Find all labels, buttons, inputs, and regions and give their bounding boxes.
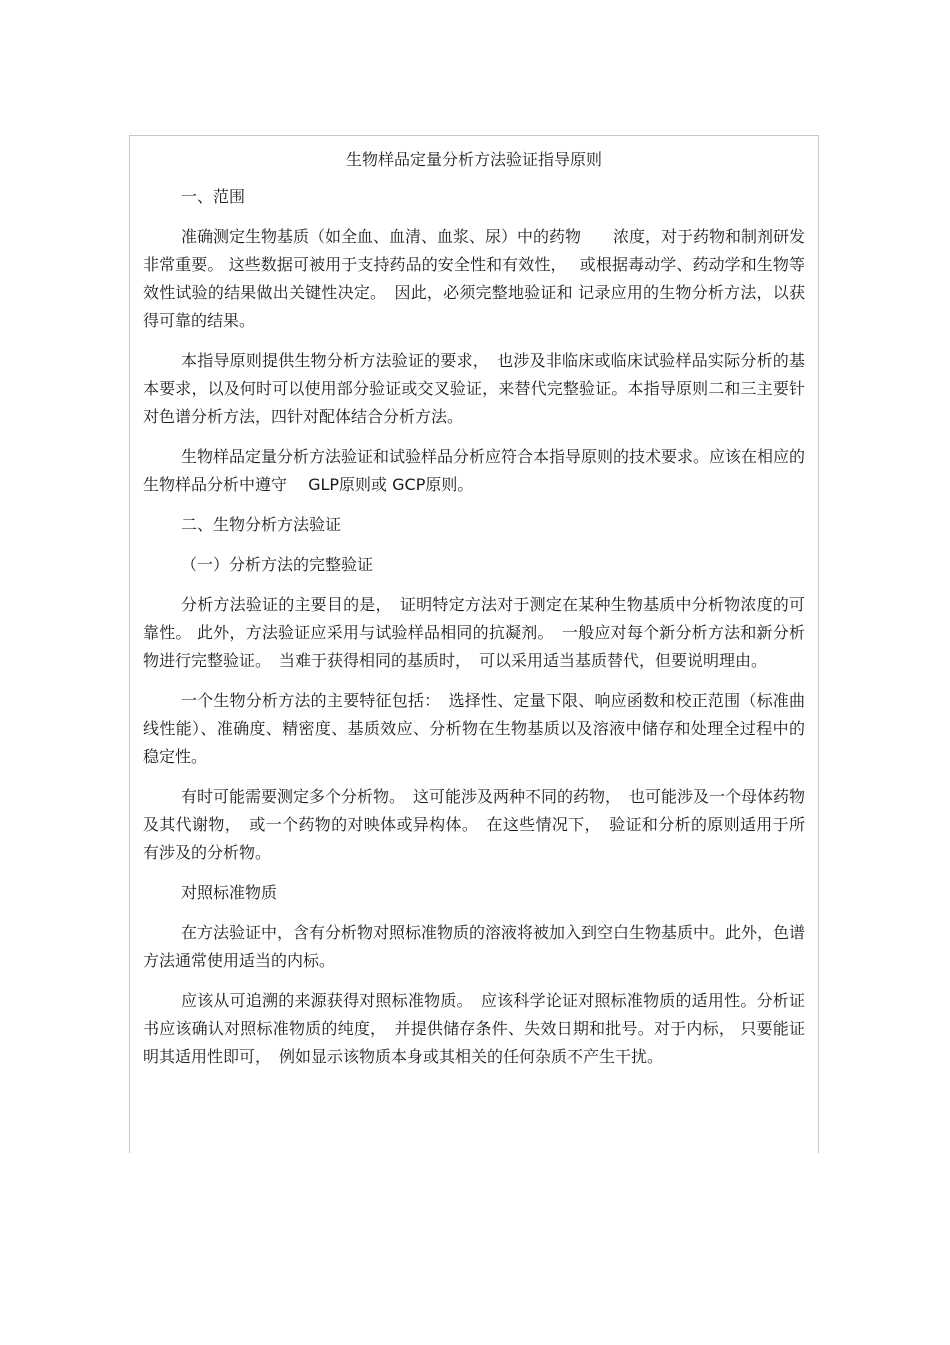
subsection-1-heading: （一）分析方法的完整验证	[181, 555, 374, 574]
reference-standard-heading: 对照标准物质	[181, 883, 278, 902]
section-2-heading: 二、生物分析方法验证	[181, 515, 342, 534]
paragraph-validation-purpose: 分析方法验证的主要目的是， 证明特定方法对于测定在某种生物基质中分析物浓度的可靠性。 此外，方法验证应采用与试验样品相同的抗凝剂。 一般应对每个新分析方法和新分析物进行完整验证。 当难于获得相同的基质时， 可以采用适当基质替代，但要说明理由。	[143, 595, 805, 670]
paragraph-scope-2: 本指导原则提供生物分析方法验证的要求， 也涉及非临床或临床试验样品实际分析的基本要求，以及何时可以使用部分验证或交叉验证，来替代完整验证。本指导原则二和三主要针对色谱分析方法，四针对配体结合分析方法。	[143, 351, 805, 426]
paragraph-reference-standard-2: 应该从可追溯的来源获得对照标准物质。 应该科学论证对照标准物质的适用性。分析证书应该确认对照标准物质的纯度， 并提供储存条件、失效日期和批号。对于内标， 只要能证明其适用性即可， 例如显示该物质本身或其相关的任何杂质不产生干扰。	[143, 991, 805, 1066]
section-1-heading: 一、范围	[181, 187, 246, 206]
document-body	[143, 146, 805, 1083]
paragraph-multiple-analytes: 有时可能需要测定多个分析物。 这可能涉及两种不同的药物， 也可能涉及一个母体药物及其代谢物， 或一个药物的对映体或异构体。 在这些情况下， 验证和分析的原则适用于所有涉及的分析物。	[143, 787, 806, 862]
paragraph-reference-standard-1: 在方法验证中，含有分析物对照标准物质的溶液将被加入到空白生物基质中。此外，色谱方法通常使用适当的内标。	[143, 923, 806, 970]
document-title: 生物样品定量分析方法验证指导原则	[345, 150, 602, 169]
paragraph-scope-3: 生物样品定量分析方法验证和试验样品分析应符合本指导原则的技术要求。应该在相应的生物样品分析中遵守 GLP原则或 GCP原则。	[143, 447, 806, 494]
paragraph-method-characteristics: 一个生物分析方法的主要特征包括： 选择性、定量下限、响应函数和校正范围（标准曲线性能）、准确度、精密度、基质效应、分析物在生物基质以及溶液中储存和处理全过程中的稳定性。	[143, 691, 805, 766]
paragraph-scope-1: 准确测定生物基质（如全血、血清、血浆、尿）中的药物 浓度，对于药物和制剂研发非常重要。 这些数据可被用于支持药品的安全性和有效性， 或根据毒动学、药动学和生物等效性试验的结果做出关键性决定。 因此，必须完整地验证和 记录应用的生物分析方法，以获得可靠的结果。	[143, 227, 806, 330]
